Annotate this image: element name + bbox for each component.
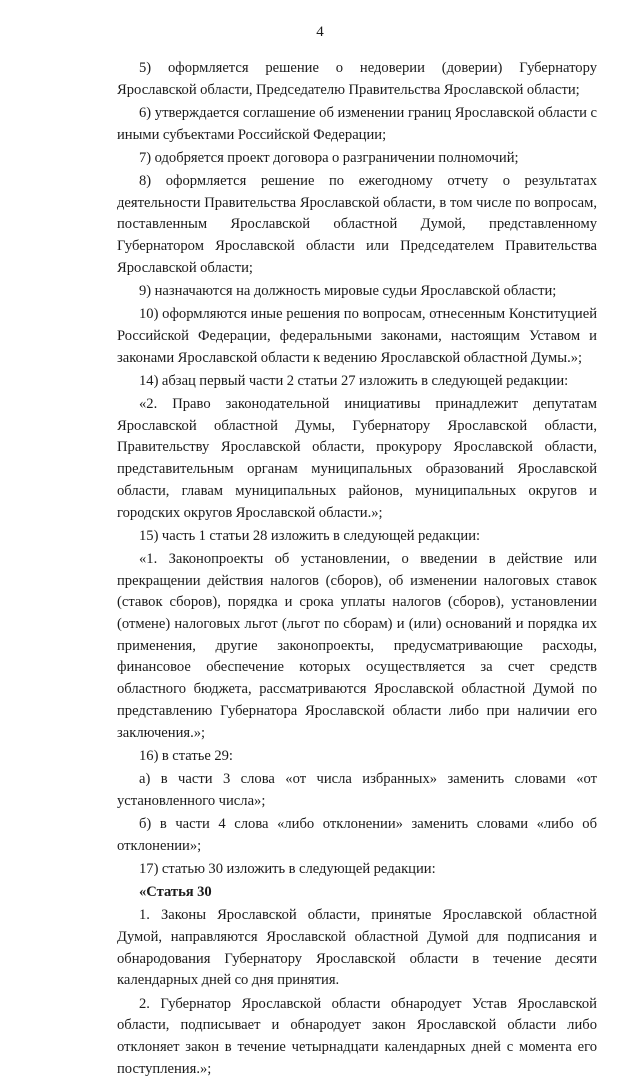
paragraph: 1. Законы Ярославской области, принятые Ярославской областной Думой, направляются Ярославской областной Думой для подписания и обнародования Губернатору Ярославской области в течение десяти календарных дней со дня принятия. [117,907,597,989]
paragraph: 8) оформляется решение по ежегодному отчету о результатах деятельности Правительства Ярославской области, в том числе по вопросам, поставленным Ярославской областной Думой, представленному Губернатором Ярославской области или Председателем Правительства Ярославской области; [117,173,597,276]
paragraph: 16) в статье 29: [139,747,233,764]
paragraph: «1. Законопроекты об установлении, о введении в действие или прекращении действия налогов (сборов), об изменении налоговых ставок (ставок сборов), порядка и срока уплаты налогов (сборов), установлении (отмене) налоговых льгот (льгот по сборам) и (или) оснований и порядка их применения, другие законопроекты, предусматривающие расходы, финансовое обеспечение которых осуществляется за счет средств областного бюджета, рассматриваются Ярославской областной Думой по представлению Губернатора Ярославской области либо при наличии его заключения.»; [117,550,597,741]
paragraph: 14) абзац первый части 2 статьи 27 изложить в следующей редакции: [139,372,569,389]
article-heading: «Статья 30 [139,884,212,901]
document-body [117,58,597,1082]
paragraph: 2. Губернатор Ярославской области обнародует Устав Ярославской области, подписывает и обнародует закон Ярославской области либо отклоняет закон в течение четырнадцати календарных дней с момента его поступления.»; [117,995,597,1077]
paragraph: 15) часть 1 статьи 28 изложить в следующей редакции: [139,527,481,544]
paragraph: 10) оформляются иные решения по вопросам, отнесенным Конституцией Российской Федерации, федеральными законами, настоящим Уставом и законами Ярославской области к ведению Ярославской областной Думы.»; [117,306,597,366]
page-number: 4 [316,24,324,40]
paragraph: 9) назначаются на должность мировые судьи Ярославской области; [139,283,557,300]
paragraph: б) в части 4 слова «либо отклонении» заменить словами «либо об отклонении»; [117,815,597,854]
paragraph: 5) оформляется решение о недоверии (доверии) Губернатору Ярославской области, Председателю Правительства Ярославской области; [117,60,597,98]
paragraph: 17) статью 30 изложить в следующей редакции: [139,860,436,877]
paragraph: 7) одобряется проект договора о разграничении полномочий; [139,149,519,166]
paragraph: а) в части 3 слова «от числа избранных» заменить словами «от установленного числа»; [117,771,597,809]
paragraph: 6) утверждается соглашение об изменении границ Ярославской области с иными субъектами Российской Федерации; [117,104,597,143]
paragraph: «2. Право законодательной инициативы принадлежит депутатам Ярославской областной Думы, Губернатору Ярославской области, Правительству Ярославской области, прокурору Ярославской области, представительным органам муниципальных образований Ярославской области, главам муниципальных районов, муниципальных округов и городских округов Ярославской области.»; [117,396,597,521]
